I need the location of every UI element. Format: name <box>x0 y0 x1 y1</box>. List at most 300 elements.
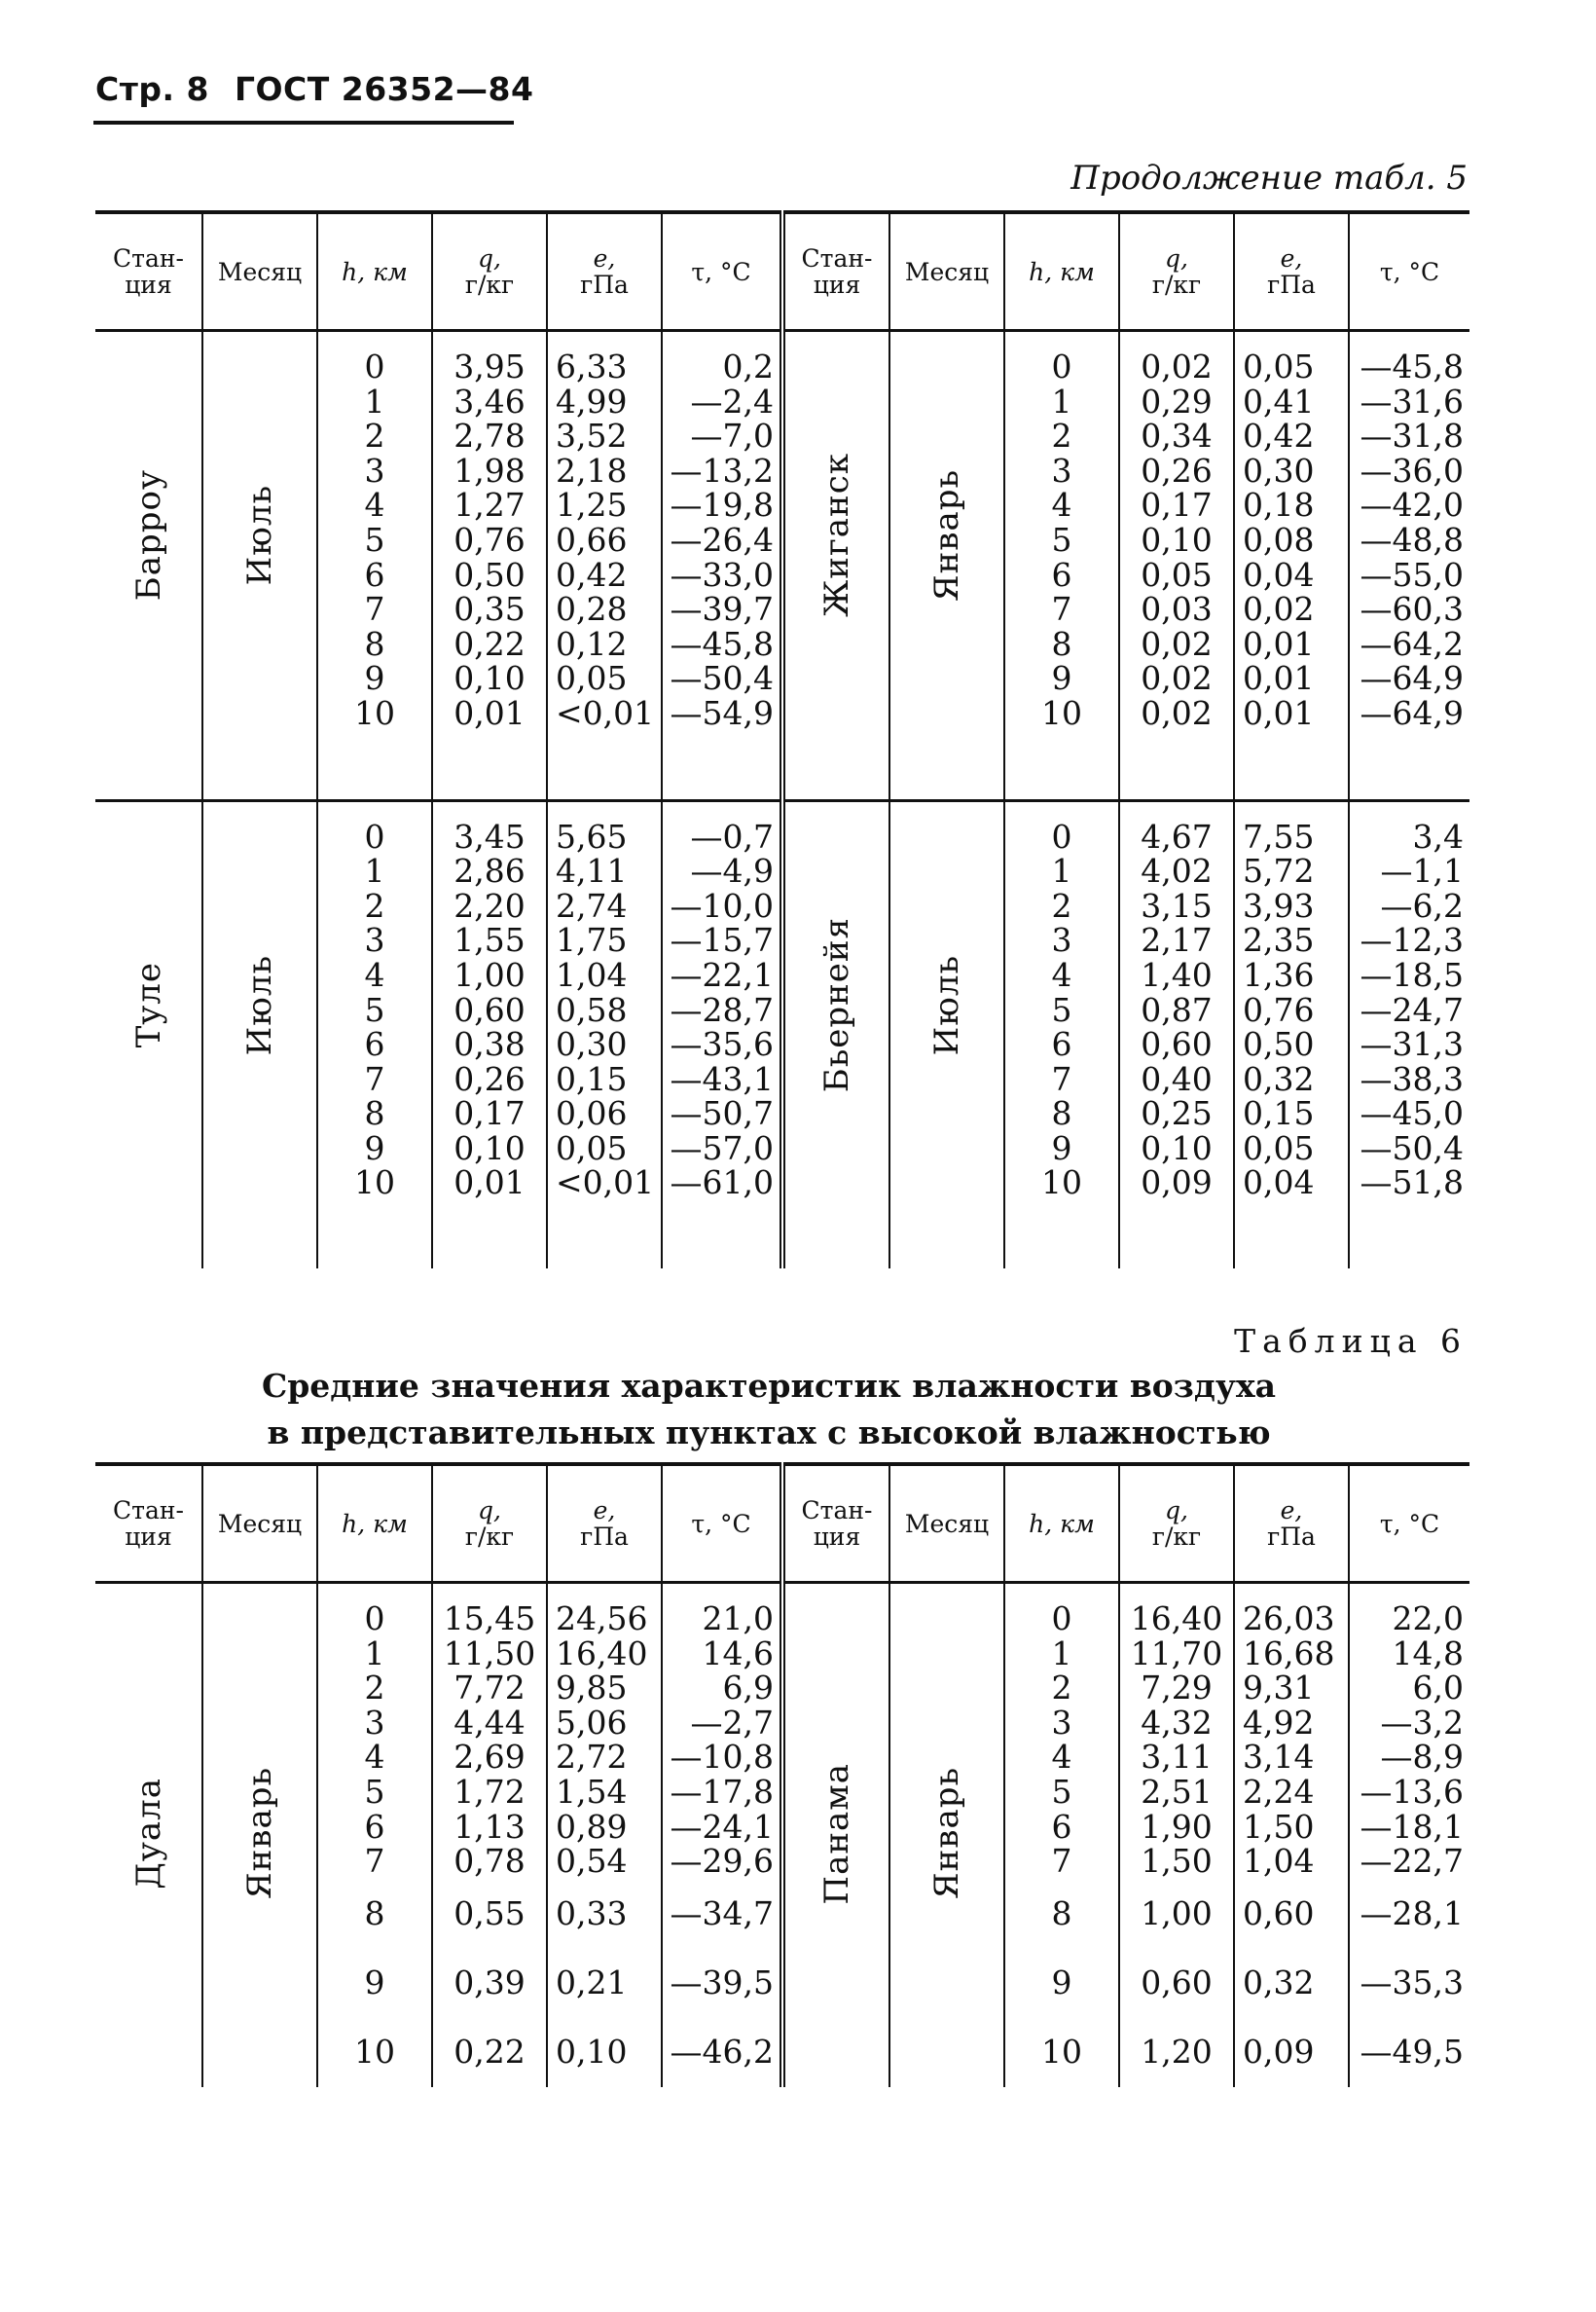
spacer-cell <box>1119 1212 1234 1268</box>
h-value: 8 <box>364 1893 385 1932</box>
header-e <box>1234 1464 1349 1583</box>
h-value: 7 <box>1051 590 1072 629</box>
e-column <box>547 1583 662 2087</box>
station-cell <box>782 331 889 743</box>
q-value: 7,29 <box>1141 1669 1213 1707</box>
h-column <box>1004 331 1119 743</box>
tau-value: —15,7 <box>670 921 774 960</box>
month-cell <box>889 800 1004 1212</box>
q-value: 7,72 <box>453 1669 526 1707</box>
block-spacer <box>95 743 1469 801</box>
e-value: 0,76 <box>1243 990 1315 1029</box>
q-value: 0,01 <box>453 693 526 732</box>
spacer-cell <box>782 743 889 801</box>
q-column <box>1119 1583 1234 2087</box>
station-name: Туле <box>128 962 168 1048</box>
tau-value: —19,8 <box>670 486 774 525</box>
header-station-l1: Стан- <box>113 244 184 273</box>
tau-value: —17,8 <box>670 1772 774 1811</box>
e-value: 1,04 <box>1243 1842 1315 1881</box>
h-value: 7 <box>1051 1059 1072 1098</box>
q-value: 4,32 <box>1141 1703 1213 1742</box>
e-value: 5,72 <box>1243 852 1315 891</box>
header-month: Месяц <box>202 212 317 331</box>
e-value: 0,42 <box>1243 417 1315 456</box>
header-station-l1: Стан- <box>113 1496 184 1524</box>
q-value: 2,20 <box>453 886 526 925</box>
q-column <box>432 1583 547 2087</box>
tau-values <box>1350 332 1469 743</box>
e-value: 0,41 <box>1243 382 1315 421</box>
spacer-cell <box>432 1212 547 1268</box>
e-value: 4,99 <box>556 382 628 421</box>
spacer-cell <box>782 1212 889 1268</box>
header-station-l2: ция <box>125 271 172 299</box>
e-column <box>547 331 662 743</box>
tau-value: —10,8 <box>670 1738 774 1777</box>
month-name: Июль <box>240 954 279 1055</box>
tau-value: —50,4 <box>1360 1128 1464 1167</box>
h-value: 5 <box>1051 1772 1072 1811</box>
tau-value: —3,2 <box>1380 1703 1464 1742</box>
e-value: 0,10 <box>556 2032 628 2071</box>
table6-title-line1: Средние значения характеристик влажности воздуха <box>261 1367 1277 1405</box>
e-values <box>1235 1584 1348 2087</box>
h-value: 0 <box>364 348 385 385</box>
q-value: 0,10 <box>453 659 526 698</box>
header-month: Месяц <box>202 1464 317 1583</box>
q-value: 0,39 <box>453 1963 526 2001</box>
header-station-l1: Стан- <box>801 244 873 273</box>
e-value: 2,18 <box>556 451 628 490</box>
h-value: 2 <box>1051 1669 1072 1707</box>
tau-value: —50,7 <box>670 1094 774 1133</box>
h-value: 4 <box>364 486 385 525</box>
q-value: 11,70 <box>1130 1633 1223 1672</box>
q-value: 15,45 <box>443 1599 536 1637</box>
h-value: 5 <box>364 990 385 1029</box>
header-q <box>1119 212 1234 331</box>
month-cell <box>202 800 317 1212</box>
h-value: 9 <box>364 1128 385 1167</box>
e-value: 2,35 <box>1243 921 1315 960</box>
q-value: 11,50 <box>443 1633 536 1672</box>
tau-value: —2,4 <box>690 382 774 421</box>
h-value: 1 <box>1051 852 1072 891</box>
block-spacer <box>95 1212 1469 1268</box>
e-value: 1,04 <box>556 955 628 994</box>
e-value: 0,08 <box>1243 520 1315 559</box>
e-value: 1,36 <box>1243 955 1315 994</box>
tau-value: —48,8 <box>1360 520 1464 559</box>
header-station <box>95 212 202 331</box>
header-month: Месяц <box>889 212 1004 331</box>
spacer-cell <box>1349 1212 1469 1268</box>
tau-value: —49,5 <box>1360 2032 1464 2071</box>
tau-value: —4,9 <box>690 852 774 891</box>
q-value: 0,50 <box>453 555 526 594</box>
header-e-unit: гПа <box>1267 1523 1316 1551</box>
spacer-cell <box>317 743 432 801</box>
h-value: 8 <box>364 1094 385 1133</box>
tau-value: 3,4 <box>1412 817 1464 856</box>
q-value: 3,11 <box>1141 1738 1213 1777</box>
tau-value: —45,8 <box>1360 348 1464 385</box>
e-value: 0,33 <box>556 1893 628 1932</box>
spacer-cell <box>889 743 1004 801</box>
tau-value: 0,2 <box>722 348 774 385</box>
tau-value: —42,0 <box>1360 486 1464 525</box>
q-value: 2,51 <box>1141 1772 1213 1811</box>
q-value: 0,29 <box>1141 382 1213 421</box>
h-value: 6 <box>1051 555 1072 594</box>
tau-value: —46,2 <box>670 2032 774 2071</box>
q-value: 0,87 <box>1141 990 1213 1029</box>
q-value: 1,90 <box>1141 1807 1213 1846</box>
h-value: 10 <box>1041 693 1082 732</box>
header-q <box>1119 1464 1234 1583</box>
q-value: 1,13 <box>453 1807 526 1846</box>
e-value: 0,15 <box>1243 1094 1315 1133</box>
tau-values <box>663 332 780 743</box>
q-value: 0,02 <box>1141 348 1213 385</box>
station-name: Бьернейя <box>817 917 856 1093</box>
tau-value: —55,0 <box>1360 555 1464 594</box>
h-value: 4 <box>364 955 385 994</box>
e-column <box>1234 800 1349 1212</box>
q-value: 0,02 <box>1141 659 1213 698</box>
header-q-unit: г/кг <box>464 271 515 299</box>
q-value: 0,26 <box>1141 451 1213 490</box>
header-e-unit: гПа <box>580 271 629 299</box>
tau-value: —22,1 <box>670 955 774 994</box>
header-e-symbol: e, <box>593 244 616 273</box>
h-value: 7 <box>1051 1842 1072 1881</box>
spacer-cell <box>547 743 662 801</box>
h-value: 10 <box>354 693 395 732</box>
tau-value: —0,7 <box>690 817 774 856</box>
month-cell <box>889 1583 1004 2087</box>
spacer-cell <box>1234 743 1349 801</box>
e-value: 0,66 <box>556 520 628 559</box>
h-value: 9 <box>364 659 385 698</box>
h-value: 2 <box>1051 417 1072 456</box>
standard-number: ГОСТ 26352—84 <box>234 70 534 108</box>
e-value: 3,93 <box>1243 886 1315 925</box>
table6-title-line2: в представительных пунктах с высокой влажностью <box>267 1413 1271 1451</box>
station-cell <box>95 800 202 1212</box>
e-value: 0,28 <box>556 590 628 629</box>
e-value: 4,11 <box>556 852 628 891</box>
q-value: 1,20 <box>1141 2032 1213 2071</box>
tau-value: —31,8 <box>1360 417 1464 456</box>
header-q-symbol: q, <box>478 244 501 273</box>
h-value: 10 <box>1041 1163 1082 1202</box>
q-value: 0,78 <box>453 1842 526 1881</box>
tau-values <box>663 1584 780 2087</box>
station-cell <box>782 800 889 1212</box>
tau-value: —24,7 <box>1360 990 1464 1029</box>
q-values <box>1120 332 1233 743</box>
e-value: 0,02 <box>1243 590 1315 629</box>
tau-value: —54,9 <box>670 693 774 732</box>
tau-value: —57,0 <box>670 1128 774 1167</box>
header-h-label: h, км <box>1029 1509 1095 1538</box>
tau-value: —29,6 <box>670 1842 774 1881</box>
e-value: 2,24 <box>1243 1772 1315 1811</box>
q-value: 0,22 <box>453 2032 526 2071</box>
e-value: 26,03 <box>1243 1599 1335 1637</box>
month-cell <box>202 1583 317 2087</box>
h-value: 0 <box>1051 1599 1072 1637</box>
q-value: 1,50 <box>1141 1842 1213 1881</box>
e-value: 24,56 <box>556 1599 648 1637</box>
header-q <box>432 1464 547 1583</box>
e-value: 0,42 <box>556 555 628 594</box>
q-value: 0,09 <box>1141 1163 1213 1202</box>
month-cell <box>202 331 317 743</box>
e-value: 0,01 <box>1243 693 1315 732</box>
month-name: Январь <box>927 468 966 602</box>
q-value: 3,95 <box>453 348 526 385</box>
spacer-cell <box>662 743 782 801</box>
e-value: 0,04 <box>1243 1163 1315 1202</box>
tau-values <box>1350 1584 1469 2087</box>
month-name: Январь <box>927 1767 966 1900</box>
h-value: 10 <box>354 1163 395 1202</box>
q-value: 0,10 <box>1141 1128 1213 1167</box>
q-value: 2,78 <box>453 417 526 456</box>
h-value: 4 <box>1051 955 1072 994</box>
spacer-cell <box>1004 743 1119 801</box>
h-values <box>1005 332 1118 743</box>
h-value: 0 <box>364 817 385 856</box>
header-station <box>782 212 889 331</box>
header-h <box>317 1464 432 1583</box>
station-name: Жиганск <box>817 453 856 618</box>
tau-value: —50,4 <box>670 659 774 698</box>
h-value: 8 <box>1051 1094 1072 1133</box>
tau-column <box>1349 331 1469 743</box>
tau-value: 14,6 <box>702 1633 774 1672</box>
h-value: 2 <box>364 417 385 456</box>
spacer-cell <box>202 743 317 801</box>
q-value: 1,72 <box>453 1772 526 1811</box>
q-value: 0,17 <box>1141 486 1213 525</box>
h-value: 9 <box>1051 1128 1072 1167</box>
tau-value: —24,1 <box>670 1807 774 1846</box>
q-value: 3,46 <box>453 382 526 421</box>
h-value: 1 <box>364 852 385 891</box>
e-value: 16,68 <box>1243 1633 1335 1672</box>
tau-value: —18,5 <box>1360 955 1464 994</box>
h-value: 10 <box>1041 2032 1082 2071</box>
e-value: 0,12 <box>556 624 628 663</box>
tau-value: —13,6 <box>1360 1772 1464 1811</box>
q-value: 3,15 <box>1141 886 1213 925</box>
e-values <box>1235 802 1348 1213</box>
header-e-unit: гПа <box>580 1523 629 1551</box>
header-station-l1: Стан- <box>801 1496 873 1524</box>
table6 <box>95 1462 1469 2087</box>
tau-value: —35,6 <box>670 1025 774 1064</box>
e-value: 0,06 <box>556 1094 628 1133</box>
e-value: 3,52 <box>556 417 628 456</box>
header-station-l2: ция <box>813 271 861 299</box>
q-value: 0,22 <box>453 624 526 663</box>
h-values <box>318 802 431 1213</box>
tau-value: —43,1 <box>670 1059 774 1098</box>
spacer-cell <box>1004 1212 1119 1268</box>
tau-value: 6,0 <box>1412 1669 1464 1707</box>
q-value: 4,02 <box>1141 852 1213 891</box>
tau-value: —26,4 <box>670 520 774 559</box>
tau-column <box>1349 800 1469 1212</box>
q-value: 0,60 <box>1141 1025 1213 1064</box>
h-value: 1 <box>364 1633 385 1672</box>
tau-value: —60,3 <box>1360 590 1464 629</box>
header-tau: τ, °C <box>662 212 782 331</box>
q-value: 0,26 <box>453 1059 526 1098</box>
header-q <box>432 212 547 331</box>
month-cell <box>889 331 1004 743</box>
q-value: 0,03 <box>1141 590 1213 629</box>
e-value: 0,15 <box>556 1059 628 1098</box>
header-q-symbol: q, <box>478 1496 501 1524</box>
table-row <box>95 1583 1469 2087</box>
q-value: 0,38 <box>453 1025 526 1064</box>
q-value: 1,27 <box>453 486 526 525</box>
e-value: 5,06 <box>556 1703 628 1742</box>
tau-value: 6,9 <box>722 1669 774 1707</box>
e-value: 9,85 <box>556 1669 628 1707</box>
spacer-cell <box>317 1212 432 1268</box>
header-e <box>547 1464 662 1583</box>
e-value: 7,55 <box>1243 817 1315 856</box>
header-month: Месяц <box>889 1464 1004 1583</box>
tau-value: —2,7 <box>690 1703 774 1742</box>
e-value: 0,58 <box>556 990 628 1029</box>
table5-continuation-label: Продолжение табл. 5 <box>1070 159 1468 198</box>
tau-value: —1,1 <box>1380 852 1464 891</box>
h-value: 7 <box>364 1059 385 1098</box>
station-cell <box>782 1583 889 2087</box>
q-value: 0,10 <box>453 1128 526 1167</box>
e-value: 0,60 <box>1243 1893 1315 1932</box>
tau-value: —6,2 <box>1380 886 1464 925</box>
tau-value: —38,3 <box>1360 1059 1464 1098</box>
h-values <box>318 332 431 743</box>
header-q-unit: г/кг <box>1151 271 1202 299</box>
e-value: 0,05 <box>1243 1128 1315 1167</box>
h-column <box>317 331 432 743</box>
e-column <box>547 800 662 1212</box>
tau-value: —64,2 <box>1360 624 1464 663</box>
h-value: 6 <box>364 1807 385 1846</box>
header-tau: τ, °C <box>662 1464 782 1583</box>
h-value: 9 <box>364 1963 385 2001</box>
q-value: 4,67 <box>1141 817 1213 856</box>
station-cell <box>95 1583 202 2087</box>
q-value: 0,34 <box>1141 417 1213 456</box>
header-q-symbol: q, <box>1165 244 1188 273</box>
q-value: 2,86 <box>453 852 526 891</box>
tau-value: 22,0 <box>1392 1599 1464 1637</box>
q-value: 0,01 <box>453 1163 526 1202</box>
spacer-cell <box>95 743 202 801</box>
e-column <box>1234 331 1349 743</box>
h-column <box>317 1583 432 2087</box>
station-name: Панама <box>817 1762 856 1905</box>
h-value: 2 <box>1051 886 1072 925</box>
q-value: 0,05 <box>1141 555 1213 594</box>
h-value: 3 <box>1051 921 1072 960</box>
tau-value: —35,3 <box>1360 1963 1464 2001</box>
header-station <box>782 1464 889 1583</box>
tau-value: 21,0 <box>702 1599 774 1637</box>
q-value: 0,55 <box>453 1893 526 1932</box>
tau-value: —22,7 <box>1360 1842 1464 1881</box>
header-e-symbol: e, <box>593 1496 616 1524</box>
h-column <box>1004 800 1119 1212</box>
q-values <box>433 332 546 743</box>
e-values <box>548 802 661 1213</box>
header-e-symbol: e, <box>1280 244 1303 273</box>
header-tau: τ, °C <box>1349 212 1469 331</box>
h-value: 6 <box>364 1025 385 1064</box>
e-value: 0,54 <box>556 1842 628 1881</box>
e-value: 0,21 <box>556 1963 628 2001</box>
h-value: 3 <box>1051 1703 1072 1742</box>
q-column <box>432 331 547 743</box>
e-value: 0,09 <box>1243 2032 1315 2071</box>
q-value: 0,35 <box>453 590 526 629</box>
q-value: 1,98 <box>453 451 526 490</box>
header-q-symbol: q, <box>1165 1496 1188 1524</box>
h-value: 5 <box>1051 520 1072 559</box>
month-name: Июль <box>927 954 966 1055</box>
h-value: 0 <box>1051 348 1072 385</box>
station-cell <box>95 331 202 743</box>
month-name: Июль <box>240 485 279 586</box>
h-value: 6 <box>1051 1025 1072 1064</box>
h-value: 3 <box>364 921 385 960</box>
header-q-unit: г/кг <box>1151 1523 1202 1551</box>
e-value: <0,01 <box>556 693 655 732</box>
e-value: 0,01 <box>1243 659 1315 698</box>
tau-value: —64,9 <box>1360 693 1464 732</box>
header-e-unit: гПа <box>1267 271 1316 299</box>
h-column <box>317 800 432 1212</box>
q-value: 1,55 <box>453 921 526 960</box>
tau-value: —36,0 <box>1360 451 1464 490</box>
q-value: 1,40 <box>1141 955 1213 994</box>
q-values <box>433 802 546 1213</box>
q-value: 1,00 <box>1141 1893 1213 1932</box>
q-value: 0,60 <box>1141 1963 1213 2001</box>
h-value: 3 <box>364 451 385 490</box>
spacer-cell <box>95 1212 202 1268</box>
q-value: 2,17 <box>1141 921 1213 960</box>
e-value: <0,01 <box>556 1163 655 1202</box>
h-value: 5 <box>364 1772 385 1811</box>
e-value: 0,05 <box>556 1128 628 1167</box>
h-value: 4 <box>1051 1738 1072 1777</box>
q-value: 0,17 <box>453 1094 526 1133</box>
q-values <box>1120 802 1233 1213</box>
page-label: Стр. 8 <box>95 70 209 108</box>
h-value: 5 <box>1051 990 1072 1029</box>
